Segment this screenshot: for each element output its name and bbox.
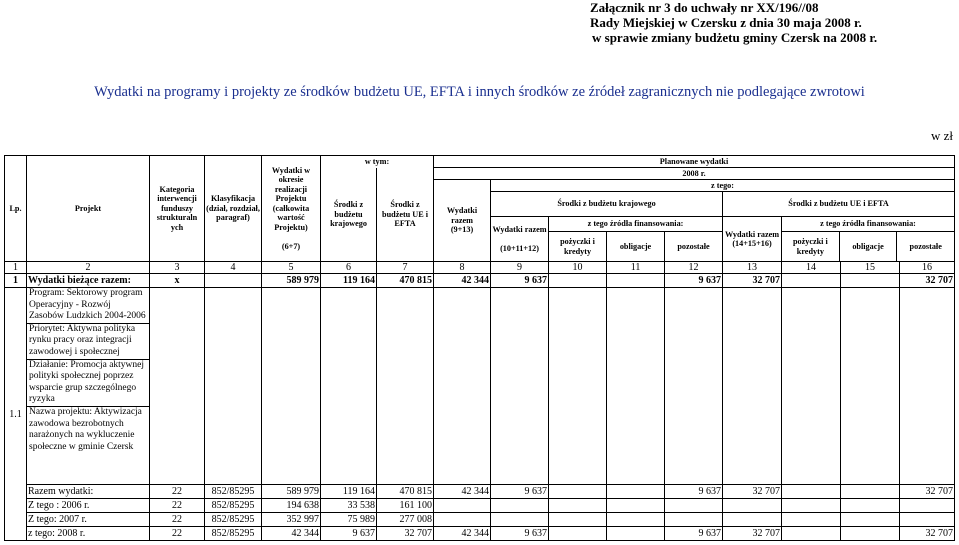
expenditure-table — [4, 155, 955, 541]
col-w-tym: w tym: — [321, 156, 434, 168]
col-srodki-ue: Środki z budżetu UE i EFTA — [377, 168, 434, 262]
table-row: z tego: 2008 r. 22 852/85295 42 344 9 637 32 707 42 344 9 637 9 637 32 707 32 707 — [28, 528, 954, 539]
summary-row: 1 Wydatki bieżące razem: x 589 979 119 164 470 815 42 344 9 637 9 637 32 707 32 707 — [5, 274, 955, 288]
unit-label: w zł — [930, 128, 953, 143]
project-nazwa: Nazwa projektu: Aktywizacja zawodowa bezrobotnych narażonych na wykluczenie społeczne w gminie Czersk — [29, 406, 142, 452]
col-srodki-kraj: Środki z budżetu krajowego — [321, 168, 377, 262]
col-ue-razem: Wydatki razem (14+15+16) — [723, 217, 782, 262]
col-kraj-obligacje: obligacje — [607, 232, 665, 261]
table-row: Z tego: 2007 r. 22 852/85295 352 997 75 989 277 008 — [5, 513, 955, 527]
col-kraj-zrodla: z tego źródła finansowania: — [549, 217, 722, 232]
col-wydatki-razem: Wydatki razem (9+13) — [434, 180, 491, 262]
project-program: Program: Sektorowy program Operacyjny - Rozwój Zasobów Ludzkich 2004-2006 — [27, 288, 149, 324]
col-kraj-pozyczki: pożyczki i kredyty — [549, 232, 607, 261]
header-row-1 — [5, 156, 955, 168]
document-title: Wydatki na programy i projekty ze środków budżetu UE, EFTA i innych środków ze źródeł zagranicznych nie podlegające zwrotowi — [94, 84, 865, 100]
project-priorytet: Priorytet: Aktywna polityka rynku pracy oraz integracji zawodowej i społecznej — [27, 324, 149, 360]
col-z-tego: z tego: — [491, 180, 955, 192]
col-rok: 2008 r. — [434, 168, 955, 180]
col-ue-obligacje: obligacje — [840, 232, 898, 261]
col-wydatki-okres: Wydatki w okresie realizacji Projektu (całkowita wartość Projektu) (6+7) — [262, 156, 321, 262]
col-ue-zrodla: z tego źródła finansowania: — [782, 217, 954, 232]
col-srodki-kraj-group: Środki z budżetu krajowego — [491, 192, 723, 217]
column-number-row: 1 2 3 4 5 6 7 8 9 10 11 12 13 14 15 16 — [5, 262, 955, 274]
project-dzialanie: Działanie: Promocja aktywnej polityki społecznej poprzez wsparcie grup szczególnego ryzyka — [27, 360, 149, 407]
col-lp: Lp. — [5, 156, 27, 262]
col-kraj-pozostale: pozostałe — [677, 241, 710, 251]
header-line-1: Załącznik nr 3 do uchwały nr XX/196//08 — [590, 0, 819, 15]
col-ue-pozyczki: pożyczki i kredyty — [782, 232, 840, 261]
col-planowane: Planowane wydatki — [434, 156, 955, 168]
col-srodki-ue-group: Środki z budżetu UE i EFTA — [723, 192, 955, 217]
header-line-3: w sprawie zmiany budżetu gminy Czersk na 2008 r. — [592, 30, 878, 45]
project-lp: 1.1 — [5, 288, 27, 541]
col-kategoria: Kategoria interwencji funduszy strukturaln ych — [150, 156, 205, 262]
col-klasyfikacja: Klasyfikacja (dział, rozdział, paragraf) — [205, 156, 262, 262]
col-projekt: Projekt — [27, 156, 150, 262]
table-row: Razem wydatki: 22 852/85295 589 979 119 164 470 815 42 344 9 637 9 637 32 707 32 707 — [28, 486, 954, 497]
col-ue-pozostale: pozostałe — [909, 241, 942, 251]
header-line-2: Rady Miejskiej w Czersku z dnia 30 maja 2008 r. — [590, 15, 862, 30]
table-row: Z tego : 2006 r. 22 852/85295 194 638 33 538 161 100 — [5, 499, 955, 513]
document-header — [590, 0, 877, 45]
project-description — [27, 288, 150, 485]
project-description-row — [5, 288, 955, 485]
col-kraj-razem: Wydatki razem (10+11+12) — [491, 217, 549, 262]
